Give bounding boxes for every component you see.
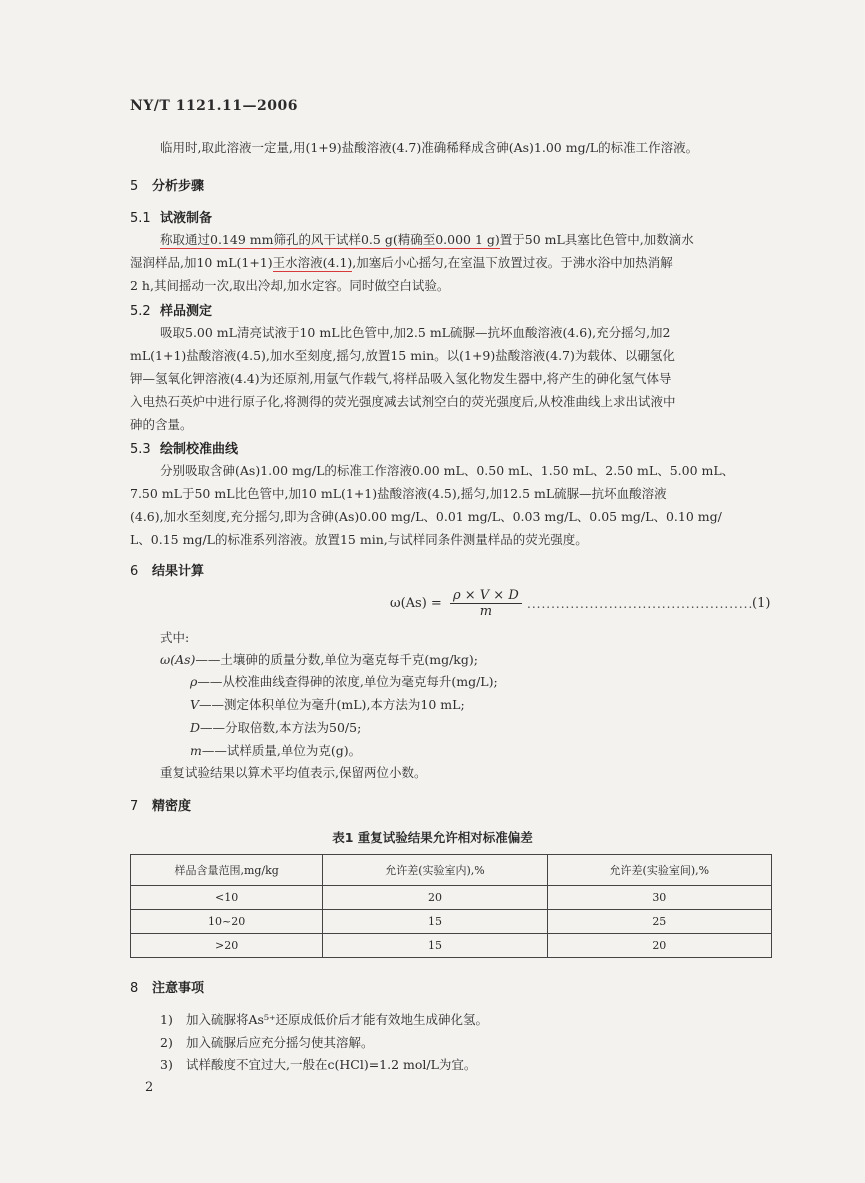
section-5-2-heading: 5.2 样品测定 (130, 304, 213, 319)
table-cell: 15 (323, 934, 547, 958)
page-number: 2 (145, 1080, 154, 1095)
note-item: 2) 加入硫脲后应充分摇匀使其溶解。 (160, 1035, 374, 1050)
table-row (131, 910, 772, 934)
section-5-2-line: 钾—氢氧化钾溶液(4.4)为还原剂,用氩气作载气,将样品吸入氢化物发生器中,将产生的砷化氢气体导 (130, 371, 672, 386)
definition-item: V——测定体积单位为毫升(mL),本方法为10 mL; (190, 697, 465, 712)
formula-lhs: ω(As) = (390, 596, 442, 611)
section-6-heading: 6 结果计算 (130, 564, 205, 579)
table-header-row (131, 855, 772, 886)
intro-line: 临用时,取此溶液一定量,用(1+9)盐酸溶液(4.7)准确稀释成含砷(As)1.00 mg/L的标准工作溶液。 (160, 140, 699, 155)
section-5-3-line: (4.6),加水至刻度,充分摇匀,即为含砷(As)0.00 mg/L、0.01 mg/L、0.03 mg/L、0.05 mg/L、0.10 mg/ (130, 509, 722, 524)
table-cell: 15 (323, 910, 547, 934)
formula-denominator: m (479, 604, 493, 619)
table-cell: 30 (547, 886, 771, 910)
table-cell: 20 (323, 886, 547, 910)
section-5-3-heading: 5.3 绘制校准曲线 (130, 442, 239, 457)
section-5-2-line: 吸取5.00 mL清亮试液于10 mL比色管中,加2.5 mL硫脲—抗坏血酸溶液(4.6),充分摇匀,加2 (160, 325, 671, 340)
definition-item: ρ——从校准曲线查得砷的浓度,单位为毫克每升(mg/L); (190, 674, 498, 689)
section-5-1-line-1: 称取通过0.149 mm筛孔的风干试样0.5 g(精确至0.000 1 g)置于50 mL具塞比色管中,加数滴水 (160, 232, 694, 247)
where-label: 式中: (160, 630, 190, 645)
table-header-cell: 允许差(实验室间),% (547, 855, 771, 886)
section-5-2-line: mL(1+1)盐酸溶液(4.5),加水至刻度,摇匀,放置15 min。以(1+9)盐酸溶液(4.7)为载体、以硼氢化 (130, 348, 675, 363)
standard-code: NY/T 1121.11—2006 (130, 98, 298, 114)
section-5-1-line-2: 湿润样品,加10 mL(1+1)王水溶液(4.1),加塞后小心摇匀,在室温下放置过夜。于沸水浴中加热消解 (130, 255, 673, 270)
table-title: 表1 重复试验结果允许相对标准偏差 (332, 830, 533, 845)
section-5-3-line: 分别吸取含砷(As)1.00 mg/L的标准工作溶液0.00 mL、0.50 mL、1.50 mL、2.50 mL、5.00 mL、 (160, 463, 735, 478)
table-header-cell: 样品含量范围,mg/kg (131, 855, 323, 886)
definition-item: m——试样质量,单位为克(g)。 (190, 743, 362, 758)
table-cell: >20 (131, 934, 323, 958)
table-row (131, 886, 772, 910)
repeat-note: 重复试验结果以算术平均值表示,保留两位小数。 (160, 765, 427, 780)
section-5-1-line-3: 2 h,其间摇动一次,取出冷却,加水定容。同时做空白试验。 (130, 278, 450, 293)
section-5-2-line: 砷的含量。 (130, 417, 193, 432)
table-row (131, 934, 772, 958)
table-cell: 20 (547, 934, 771, 958)
red-underline-mark: 称取通过0.149 mm筛孔的风干试样0.5 g(精确至0.000 1 g) (160, 232, 500, 247)
definition-item: ω(As)——土壤砷的质量分数,单位为毫克每千克(mg/kg); (160, 652, 478, 667)
note-item: 3) 试样酸度不宜过大,一般在c(HCl)=1.2 mol/L为宜。 (160, 1057, 477, 1072)
note-item: 1) 加入硫脲将As⁵⁺还原成低价后才能有效地生成砷化氢。 (160, 1012, 489, 1027)
section-5-1-heading: 5.1 试液制备 (130, 211, 213, 226)
definition-item: D——分取倍数,本方法为50/5; (190, 720, 362, 735)
table-cell: 10~20 (131, 910, 323, 934)
equation-number: (1) (752, 596, 771, 611)
section-7-heading: 7 精密度 (130, 799, 192, 814)
formula-fraction (450, 588, 522, 619)
formula (390, 588, 522, 619)
formula-numerator: ρ × V × D (450, 588, 522, 604)
section-5-3-line: 7.50 mL于50 mL比色管中,加10 mL(1+1)盐酸溶液(4.5),摇匀,加12.5 mL硫脲—抗坏血酸溶液 (130, 486, 667, 501)
section-5-3-line: L、0.15 mg/L的标准系列溶液。放置15 min,与试样同条件测量样品的荧光强度。 (130, 532, 588, 547)
formula-leader-dots: ............................................... (527, 597, 754, 611)
table-cell: <10 (131, 886, 323, 910)
table-cell: 25 (547, 910, 771, 934)
table-header-cell: 允许差(实验室内),% (323, 855, 547, 886)
section-5-heading: 5 分析步骤 (130, 179, 205, 194)
section-5-2-line: 入电热石英炉中进行原子化,将测得的荧光强度减去试剂空白的荧光强度后,从校准曲线上求出试液中 (130, 394, 676, 409)
precision-table (130, 854, 772, 958)
red-underline-mark: 王水溶液(4.1) (272, 255, 353, 270)
section-8-heading: 8 注意事项 (130, 981, 205, 996)
